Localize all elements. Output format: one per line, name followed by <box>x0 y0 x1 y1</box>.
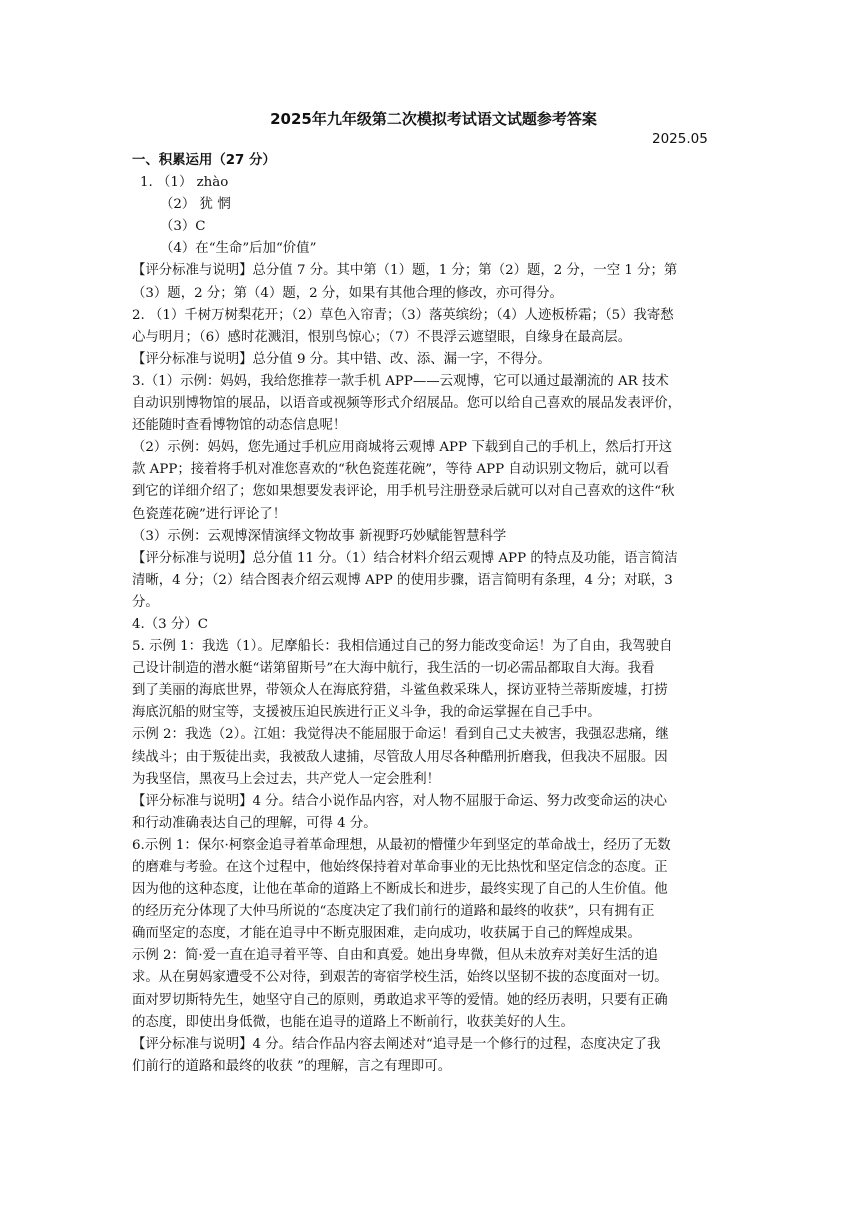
answer-line: 【评分标准与说明】4 分。结合小说作品内容，对人物不屈服于命运、努力改变命运的决心 <box>132 793 668 809</box>
answer-line: 【评分标准与说明】总分值 11 分。（1）结合材料介绍云观博 APP 的特点及功能，语言简洁 <box>132 550 678 566</box>
answer-line: 2. （1）千树万树梨花开；（2）草色入帘青；（3）落英缤纷；（4）人迹板桥霜；（5）我寄愁 <box>132 307 674 323</box>
answer-line: 示例 2：我选（2）。江姐：我觉得决不能屈服于命运！看到自己丈夫被害，我强忍悲痛，继 <box>132 727 669 743</box>
answer-line: 3.（1）示例：妈妈，我给您推荐一款手机 APP——云观博，它可以通过最潮流的 AR 技术 <box>132 373 669 389</box>
answer-line: 求。从在舅妈家遭受不公对待，到艰苦的寄宿学校生活，始终以坚韧不拔的态度面对一切。 <box>132 970 668 986</box>
answer-line: 4.（3 分）C <box>132 616 208 632</box>
answer-line: 到它的详细介绍了；您如果想要发表评论，用手机号注册登录后就可以对自己喜欢的这件“秋 <box>132 484 675 500</box>
answer-line: 续战斗；由于叛徒出卖，我被敌人逮捕，尽管敌人用尽各种酷刑折磨我，但我决不屈服。因 <box>132 749 668 765</box>
answer-line: 面对罗切斯特先生，她坚守自己的原则，勇敢追求平等的爱情。她的经历表明，只要有正确 <box>132 992 668 1008</box>
answer-line: 色瓷莲花碗”进行评论了！ <box>132 506 287 522</box>
answer-line: 款 APP；接着将手机对准您喜欢的“秋色瓷莲花碗”，等待 APP 自动识别文物后，就可以看 <box>132 462 670 478</box>
answer-line: 为我坚信，黑夜马上会过去，共产党人一定会胜利！ <box>132 771 440 787</box>
answer-line: 5. 示例 1：我选（1）。尼摩船长：我相信通过自己的努力能改变命运！为了自由，我驾驶自 <box>132 639 673 655</box>
answer-line: 6.示例 1：保尔·柯察金追寻着革命理想，从最初的懵懂少年到坚定的革命战士，经历了无数 <box>132 837 671 853</box>
document-date: 2025.05 <box>652 131 708 147</box>
answer-line: （3）题，2 分；第（4）题，2 分，如果有其他合理的修改，亦可得分。 <box>132 285 563 301</box>
document-title: 2025年九年级第二次模拟考试语文试题参考答案 <box>270 110 597 128</box>
answer-line: 因为他的这种态度，让他在革命的道路上不断成长和进步，最终实现了自己的人生价值。他 <box>132 882 668 898</box>
answer-line: 【评分标准与说明】4 分。结合作品内容去阐述对“追寻是一个修行的过程，态度决定了我 <box>132 1036 661 1052</box>
answer-line: 分。 <box>132 594 159 610</box>
answer-line: 心与明月；（6）感时花溅泪，恨别鸟惊心；（7）不畏浮云遮望眼，自缘身在最高层。 <box>132 329 632 345</box>
answer-line: 的态度，即使出身低微，也能在追寻的道路上不断前行，收获美好的人生。 <box>132 1014 574 1030</box>
answer-line: 自动识别博物馆的展品，以语音或视频等形式介绍展品。您可以给自己喜欢的展品发表评价， <box>132 396 682 412</box>
answer-line: 的经历充分体现了大仲马所说的“态度决定了我们前行的道路和最终的收获”，只有拥有正 <box>132 904 655 920</box>
answer-line: 们前行的道路和最终的收获 ”的理解，言之有理即可。 <box>132 1058 452 1074</box>
answer-line: 的磨难与考验。在这个过程中，他始终保持着对革命事业的无比热忱和坚定信念的态度。正 <box>132 860 668 875</box>
answer-line: （3）示例：云观博深情演绎文物故事 新视野巧妙赋能智慧科学 <box>132 528 507 544</box>
answer-line: （2） 犹 惘 <box>160 197 231 213</box>
answer-line: 【评分标准与说明】总分值 7 分。其中第（1）题，1 分；第（2）题，2 分，一空 1 分；第 <box>132 263 678 279</box>
answer-line: 己设计制造的潜水艇“诺第留斯号”在大海中航行，我生活的一切必需品都取自大海。我看 <box>132 661 655 677</box>
answer-line: （4）在“生命”后加“价值” <box>160 241 317 257</box>
answer-line: 到了美丽的海底世界，带领众人在海底狩猎，斗鲨鱼救采珠人，探访亚特兰蒂斯废墟，打捞 <box>132 683 668 699</box>
answer-line: 【评分标准与说明】总分值 9 分。其中错、改、添、漏一字，不得分。 <box>132 351 551 367</box>
section-heading: 一、积累运用（27 分） <box>132 153 276 168</box>
answer-line: 确而坚定的态度，才能在追寻中不断克服困难，走向成功，收获属于自己的辉煌成果。 <box>132 926 641 942</box>
answer-line: 还能随时查看博物馆的动态信息呢！ <box>132 418 347 434</box>
answer-line: 和行动准确表达自己的理解，可得 4 分。 <box>132 815 377 831</box>
answer-line: 清晰，4 分；（2）结合图表介绍云观博 APP 的使用步骤，语言简明有条理，4 分；对联，3 <box>132 572 673 588</box>
answer-line: 1. （1） zhào <box>140 175 229 191</box>
answer-line: 海底沉船的财宝等，支援被压迫民族进行正义斗争，我的命运掌握在自己手中。 <box>132 705 601 721</box>
answer-body <box>132 150 744 1078</box>
answer-line: 示例 2：简·爱一直在追寻着平等、自由和真爱。她出身卑微，但从未放弃对美好生活的追 <box>132 948 658 964</box>
answer-line: （2）示例：妈妈，您先通过手机应用商城将云观博 APP 下载到自己的手机上，然后打开这 <box>132 440 673 456</box>
answer-line: （3）C <box>160 219 206 235</box>
